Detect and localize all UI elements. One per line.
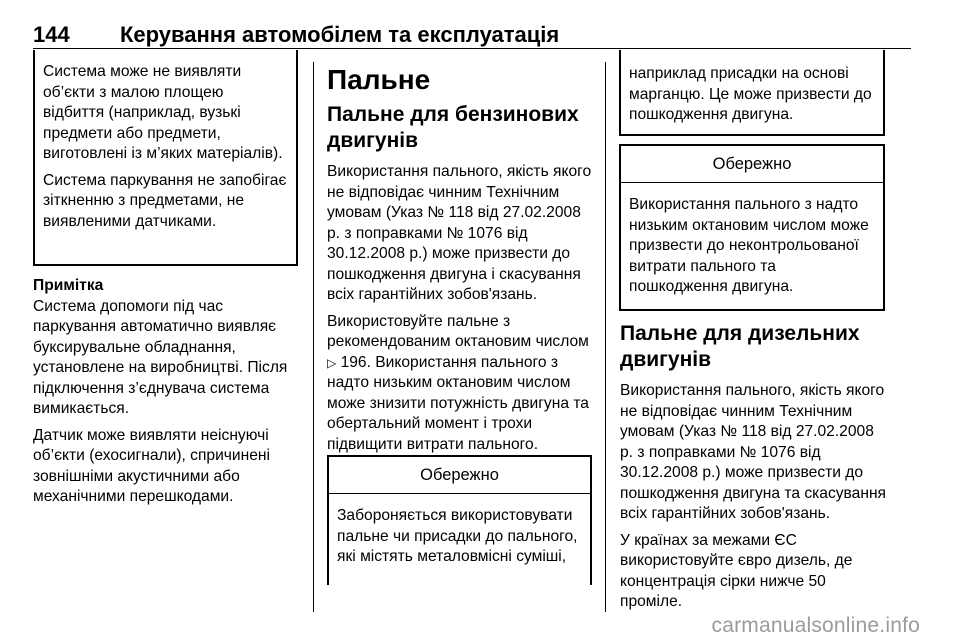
diesel-paragraph-2: У країнах за межами ЄС використовуйте євро дизель, де концентрація сірки нижче 50 проміле. bbox=[620, 531, 853, 610]
note-paragraph: Система допомоги під час паркування автоматично виявляє буксирувальне обладнання, установлене на виробництві. Після підключення з’єднувача система вимикається. bbox=[33, 297, 288, 417]
section-heading: Пальне bbox=[327, 64, 431, 95]
caution-text: Використання пального з надто низьким октановим числом може призвести до неконтрольованої витрати пального та пошкодження двигуна. bbox=[629, 196, 869, 295]
caution-box-continued bbox=[619, 50, 885, 136]
caution-title: Обережно bbox=[329, 457, 590, 494]
caution-title: Обережно bbox=[621, 146, 883, 183]
petrol-paragraph-2: Використовуйте пальне з рекомендованим октановим числом ▷ 196. Використання пального з надто низьким октановим числом може знизити потужність двигуна та обертальний момент і трохи підвищити витрати пального. bbox=[327, 312, 589, 453]
page-title: Керування автомобілем та експлуатація bbox=[120, 22, 560, 47]
diesel-paragraph-1: Використання пального, якість якого не відповідає чинним Технічним умовам (Указ № 118 від 27.02.2008 р. з поправками № 1076 від 30.12.2008 р.) може призвести до пошкодження двигуна та скасування всіх гарантійних зобов'язань. bbox=[620, 382, 886, 522]
page-number: 144 bbox=[33, 22, 70, 47]
warning-box-continued bbox=[33, 50, 298, 266]
subsection-heading-petrol: Пальне для бензинових двигунів bbox=[327, 103, 579, 152]
note-title: Примітка bbox=[33, 277, 104, 294]
caution-box-2 bbox=[619, 144, 885, 311]
subsection-heading-diesel: Пальне для дизельних двигунів bbox=[620, 322, 860, 371]
page-header bbox=[33, 22, 560, 48]
column-divider-right bbox=[605, 62, 606, 612]
note-section bbox=[33, 276, 301, 514]
diesel-section bbox=[620, 321, 890, 619]
arrow-right-icon: ▷ bbox=[327, 355, 337, 370]
fuel-section bbox=[327, 64, 595, 461]
column-divider-left bbox=[313, 62, 314, 612]
page-reference[interactable]: 196 bbox=[340, 353, 367, 371]
caution-continuation-text: наприклад присадки на основі марганцю. Це може призвести до пошкодження двигуна. bbox=[629, 65, 872, 123]
box-paragraph: Система може не виявляти об’єкти з малою площею відбиття (наприклад, вузькі предмети або предмети, виготовлені із м’яких матеріалів). bbox=[43, 63, 283, 162]
petrol-paragraph-1: Використання пального, якість якого не відповідає чинним Технічним умовам (Указ № 118 від 27.02.2008 р. з поправками № 1076 від 30.12.2008 р.) може призвести до пошкодження двигуна і скасування всіх гарантійних зобов'язань. bbox=[327, 163, 592, 303]
note-paragraph: Датчик може виявляти неіснуючі об’єкти (ехосигнали), спричинені зовнішніми акустичними або механічними перешкодами. bbox=[33, 426, 270, 505]
caution-text: Забороняється використовувати пальне чи присадки до пального, які містять металовмісні суміші, bbox=[337, 507, 578, 565]
watermark: carmanualsonline.info bbox=[711, 614, 920, 637]
caution-box-1 bbox=[327, 455, 592, 585]
header-rule bbox=[33, 48, 911, 49]
box-paragraph: Система паркування не запобігає зіткненню з предметами, не виявленими датчиками. bbox=[43, 171, 287, 230]
